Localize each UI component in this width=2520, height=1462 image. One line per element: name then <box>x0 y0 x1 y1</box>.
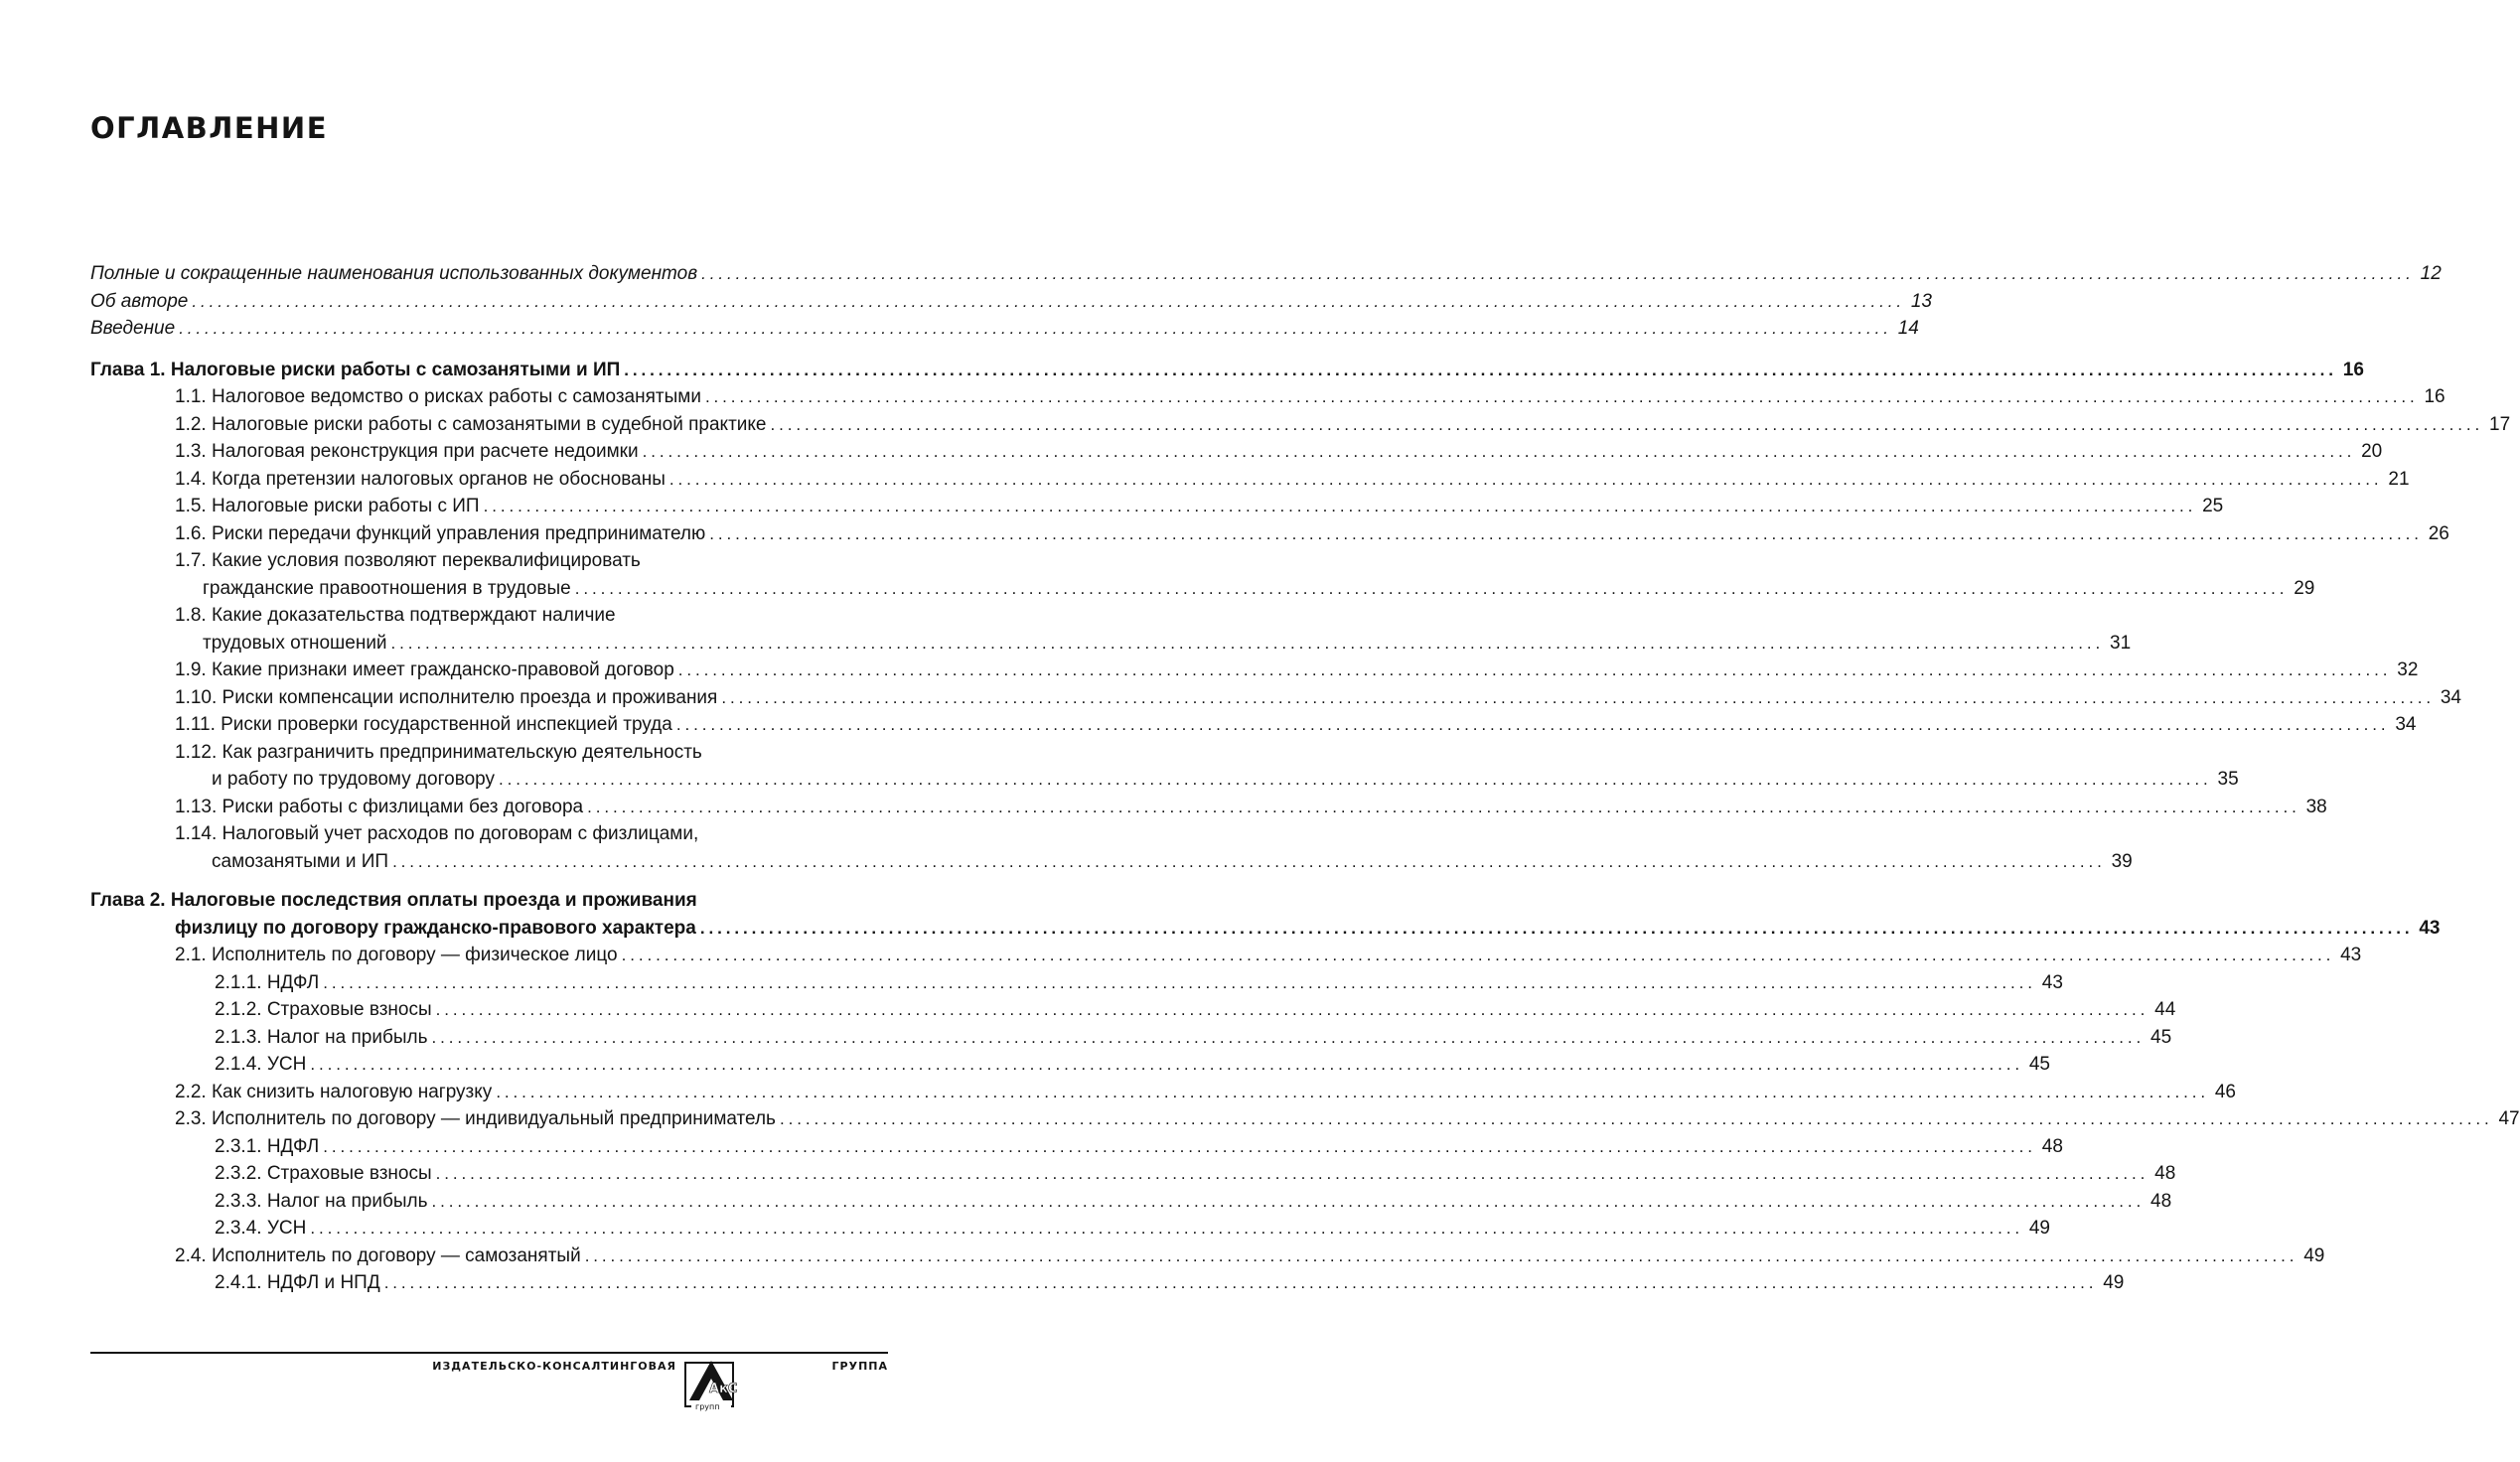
toc-subsection-2-1-4[interactable] <box>215 1051 2050 1079</box>
table-of-contents <box>90 260 2520 1297</box>
publisher-name-left: ИЗДАТЕЛЬСКО-КОНСАЛТИНГОВАЯ <box>432 1360 676 1373</box>
toc-page-number: 32 <box>2397 659 2419 680</box>
toc-page-number: 47 <box>2498 1108 2520 1129</box>
toc-section-2-2[interactable] <box>175 1079 2236 1106</box>
dot-leader: ........................................................................................................................................................................................................ <box>704 387 2419 406</box>
toc-page-number: 25 <box>2202 496 2224 516</box>
dot-leader: ........................................................................................................................................................................................................ <box>392 851 2106 871</box>
section-title: 1.8. Какие доказательства подтверждают наличие <box>175 605 616 626</box>
subsection-title: 2.3.4. УСН <box>215 1218 307 1239</box>
section-title: 1.11. Риски проверки государственной инспекцией труда <box>175 714 672 735</box>
dot-leader: ........................................................................................................................................................................................................ <box>383 1273 2098 1292</box>
section-title: 1.5. Налоговые риски работы с ИП <box>175 496 480 516</box>
toc-page-number: 43 <box>2419 917 2441 939</box>
footer-rule <box>90 1352 888 1354</box>
toc-section-2-1[interactable] <box>175 942 2362 969</box>
toc-entry-title: Об авторе <box>90 290 189 312</box>
toc-subsection-2-3-1[interactable] <box>215 1133 2063 1161</box>
toc-section-1-3[interactable] <box>175 438 2383 466</box>
toc-page-number: 21 <box>2388 468 2410 490</box>
dot-leader: ........................................................................................................................................................................................................ <box>770 414 2484 434</box>
dot-leader: ........................................................................................................................................................................................................ <box>642 442 2356 461</box>
subsection-title: 2.3.3. Налог на прибыль <box>215 1190 428 1212</box>
section-title: 2.4. Исполнитель по договору — самозанятый <box>175 1244 581 1266</box>
dot-leader: ........................................................................................................................................................................................................ <box>323 972 2036 992</box>
dot-leader: ........................................................................................................................................................................................................ <box>621 946 2335 964</box>
section-title: 1.7. Какие условия позволяют переквалифицировать <box>175 550 641 571</box>
subsection-title: 2.1.3. Налог на прибыль <box>215 1026 428 1048</box>
toc-page-number: 49 <box>2028 1218 2050 1239</box>
toc-entry-about-author[interactable] <box>90 288 1932 316</box>
toc-page-number: 17 <box>2489 413 2511 435</box>
toc-page-number: 48 <box>2154 1163 2176 1184</box>
subsection-title: 2.1.1. НДФЛ <box>215 971 320 993</box>
toc-section-1-9[interactable] <box>175 657 2419 684</box>
toc-section-2-4[interactable] <box>175 1243 2325 1270</box>
toc-page-number: 39 <box>2111 850 2133 872</box>
svg-text:групп: групп <box>695 1402 720 1411</box>
publisher-name-right: ГРУППА <box>831 1360 888 1373</box>
toc-page-number: 46 <box>2214 1081 2236 1102</box>
toc-subsection-2-1-2[interactable] <box>215 996 2176 1024</box>
toc-subsection-2-1-1[interactable] <box>215 969 2063 997</box>
dot-leader: ........................................................................................................................................................................................................ <box>701 264 2415 283</box>
toc-page-number: 44 <box>2154 999 2176 1020</box>
section-title: 2.3. Исполнитель по договору — индивидуальный предприниматель <box>175 1108 776 1129</box>
toc-page-number: 38 <box>2305 796 2327 817</box>
dot-leader: ........................................................................................................................................................................................................ <box>390 633 2105 653</box>
chapter-title-continuation: физлицу по договору гражданско-правового характера <box>175 917 696 939</box>
section-title: 1.4. Когда претензии налоговых органов не обоснованы <box>175 468 666 490</box>
toc-page-number: 34 <box>2440 686 2461 708</box>
subsection-title: 2.3.1. НДФЛ <box>215 1135 320 1157</box>
toc-page-number: 31 <box>2110 632 2132 654</box>
toc-page-number: 13 <box>1910 290 1932 312</box>
dot-leader: ........................................................................................................................................................................................................ <box>584 1245 2298 1265</box>
toc-subsection-2-3-2[interactable] <box>215 1160 2176 1188</box>
toc-page-number: 43 <box>2340 945 2362 965</box>
toc-page-number: 48 <box>2150 1190 2172 1212</box>
toc-section-1-14[interactable] <box>175 820 2133 875</box>
toc-section-1-10[interactable] <box>175 684 2461 712</box>
toc-page-number: 35 <box>2217 769 2239 790</box>
dot-leader: ........................................................................................................................................................................................................ <box>709 523 2423 543</box>
toc-page-number: 26 <box>2428 522 2449 544</box>
toc-entry-title: Введение <box>90 318 176 339</box>
dot-leader: ........................................................................................................................................................................................................ <box>435 1164 2149 1183</box>
toc-subsection-2-3-3[interactable] <box>215 1188 2172 1216</box>
toc-page-number: 43 <box>2041 971 2063 993</box>
section-title-continuation: самозанятыми и ИП <box>212 850 389 872</box>
section-title-continuation: трудовых отношений <box>203 632 387 654</box>
dot-leader: ........................................................................................................................................................................................................ <box>435 1000 2149 1019</box>
aks-group-logo <box>683 1357 739 1412</box>
toc-page-number: 29 <box>2294 577 2315 599</box>
dot-leader: ........................................................................................................................................................................................................ <box>431 1027 2146 1047</box>
dot-leader: ........................................................................................................................................................................................................ <box>675 715 2390 734</box>
toc-chapter-1[interactable] <box>90 357 2364 384</box>
dot-leader: ........................................................................................................................................................................................................ <box>499 770 2212 789</box>
dot-leader: ........................................................................................................................................................................................................ <box>677 660 2392 679</box>
toc-section-1-6[interactable] <box>175 520 2449 548</box>
toc-section-1-13[interactable] <box>175 794 2327 821</box>
section-title: 1.9. Какие признаки имеет гражданско-правовой договор <box>175 659 674 680</box>
dot-leader: ........................................................................................................................................................................................................ <box>310 1219 2023 1238</box>
section-title: 1.13. Риски работы с физлицами без договора <box>175 796 584 817</box>
subsection-title: 2.1.2. Страховые взносы <box>215 999 432 1020</box>
dot-leader: ........................................................................................................................................................................................................ <box>323 1136 2036 1156</box>
section-title: 1.10. Риски компенсации исполнителю проезда и проживания <box>175 686 718 708</box>
dot-leader: ........................................................................................................................................................................................................ <box>431 1191 2146 1211</box>
toc-chapter-2[interactable] <box>90 887 2441 942</box>
subsection-title: 2.1.4. УСН <box>215 1054 307 1075</box>
toc-section-1-4[interactable] <box>175 466 2410 494</box>
dot-leader: ........................................................................................................................................................................................................ <box>310 1055 2023 1074</box>
toc-page-number: 49 <box>2103 1272 2125 1293</box>
chapter-title: Глава 1. Налоговые риски работы с самозанятыми и ИП <box>90 359 621 380</box>
toc-page-number: 12 <box>2420 263 2442 284</box>
section-title-continuation: гражданские правоотношения в трудовые <box>203 577 571 599</box>
dot-leader: ........................................................................................................................................................................................................ <box>668 469 2383 489</box>
section-title-continuation: и работу по трудовому договору <box>212 769 495 790</box>
toc-page-number: 49 <box>2303 1244 2325 1266</box>
section-title: 1.3. Налоговая реконструкция при расчете недоимки <box>175 441 639 462</box>
dot-leader: ........................................................................................................................................................................................................ <box>721 687 2435 707</box>
toc-page-number: 16 <box>2342 359 2364 380</box>
dot-leader: ........................................................................................................................................................................................................ <box>192 291 1905 311</box>
section-title: 2.2. Как снизить налоговую нагрузку <box>175 1081 493 1102</box>
dot-leader: ........................................................................................................................................................................................................ <box>699 918 2414 938</box>
toc-page-number: 48 <box>2041 1135 2063 1157</box>
dot-leader: ........................................................................................................................................................................................................ <box>483 497 2197 515</box>
toc-page-number: 20 <box>2361 441 2383 462</box>
toc-section-1-1[interactable] <box>175 383 2446 411</box>
section-title: 2.1. Исполнитель по договору — физическое лицо <box>175 945 618 965</box>
logo-icon <box>683 1357 739 1412</box>
section-title: 1.2. Налоговые риски работы с самозанятыми в судебной практике <box>175 413 767 435</box>
section-title: 1.6. Риски передачи функций управления предпринимателю <box>175 522 706 544</box>
toc-entry-title: Полные и сокращенные наименования использованных документов <box>90 263 698 284</box>
toc-page-number: 45 <box>2150 1026 2172 1048</box>
page-title: ОГЛАВЛЕНИЕ <box>90 111 329 145</box>
svg-text:АкС: АкС <box>709 1382 738 1396</box>
toc-subsection-2-1-3[interactable] <box>215 1024 2172 1052</box>
subsection-title: 2.3.2. Страховые взносы <box>215 1163 432 1184</box>
toc-section-1-7[interactable] <box>175 547 2315 602</box>
dot-leader: ........................................................................................................................................................................................................ <box>574 578 2289 598</box>
section-title: 1.14. Налоговый учет расходов по договорам с физлицами, <box>175 823 699 844</box>
section-title: 1.12. Как разграничить предпринимательскую деятельность <box>175 741 702 763</box>
toc-page-number: 16 <box>2424 386 2446 407</box>
toc-section-2-3[interactable] <box>175 1105 2520 1133</box>
dot-leader: ........................................................................................................................................................................................................ <box>587 797 2300 816</box>
toc-section-1-8[interactable] <box>175 602 2132 657</box>
toc-subsection-2-4-1[interactable] <box>215 1269 2125 1297</box>
toc-section-1-12[interactable] <box>175 739 2239 794</box>
toc-page-number: 34 <box>2395 714 2417 735</box>
toc-subsection-2-3-4[interactable] <box>215 1215 2050 1243</box>
dot-leader: ........................................................................................................................................................................................................ <box>496 1082 2209 1101</box>
dot-leader: ........................................................................................................................................................................................................ <box>179 319 1892 338</box>
toc-page-number: 45 <box>2028 1054 2050 1075</box>
toc-page-number: 14 <box>1897 318 1919 339</box>
toc-entry-abbreviations[interactable] <box>90 260 2442 288</box>
publisher-footer <box>90 1357 888 1416</box>
section-title: 1.1. Налоговое ведомство о рисках работы с самозанятыми <box>175 386 701 407</box>
toc-section-1-11[interactable] <box>175 711 2417 739</box>
dot-leader: ........................................................................................................................................................................................................ <box>624 360 2337 379</box>
chapter-title: Глава 2. Налоговые последствия оплаты проезда и проживания <box>90 890 697 911</box>
subsection-title: 2.4.1. НДФЛ и НПД <box>215 1272 380 1293</box>
dot-leader: ........................................................................................................................................................................................................ <box>779 1109 2493 1128</box>
toc-section-1-5[interactable] <box>175 493 2224 520</box>
toc-entry-introduction[interactable] <box>90 315 1919 343</box>
toc-section-1-2[interactable] <box>175 411 2511 439</box>
